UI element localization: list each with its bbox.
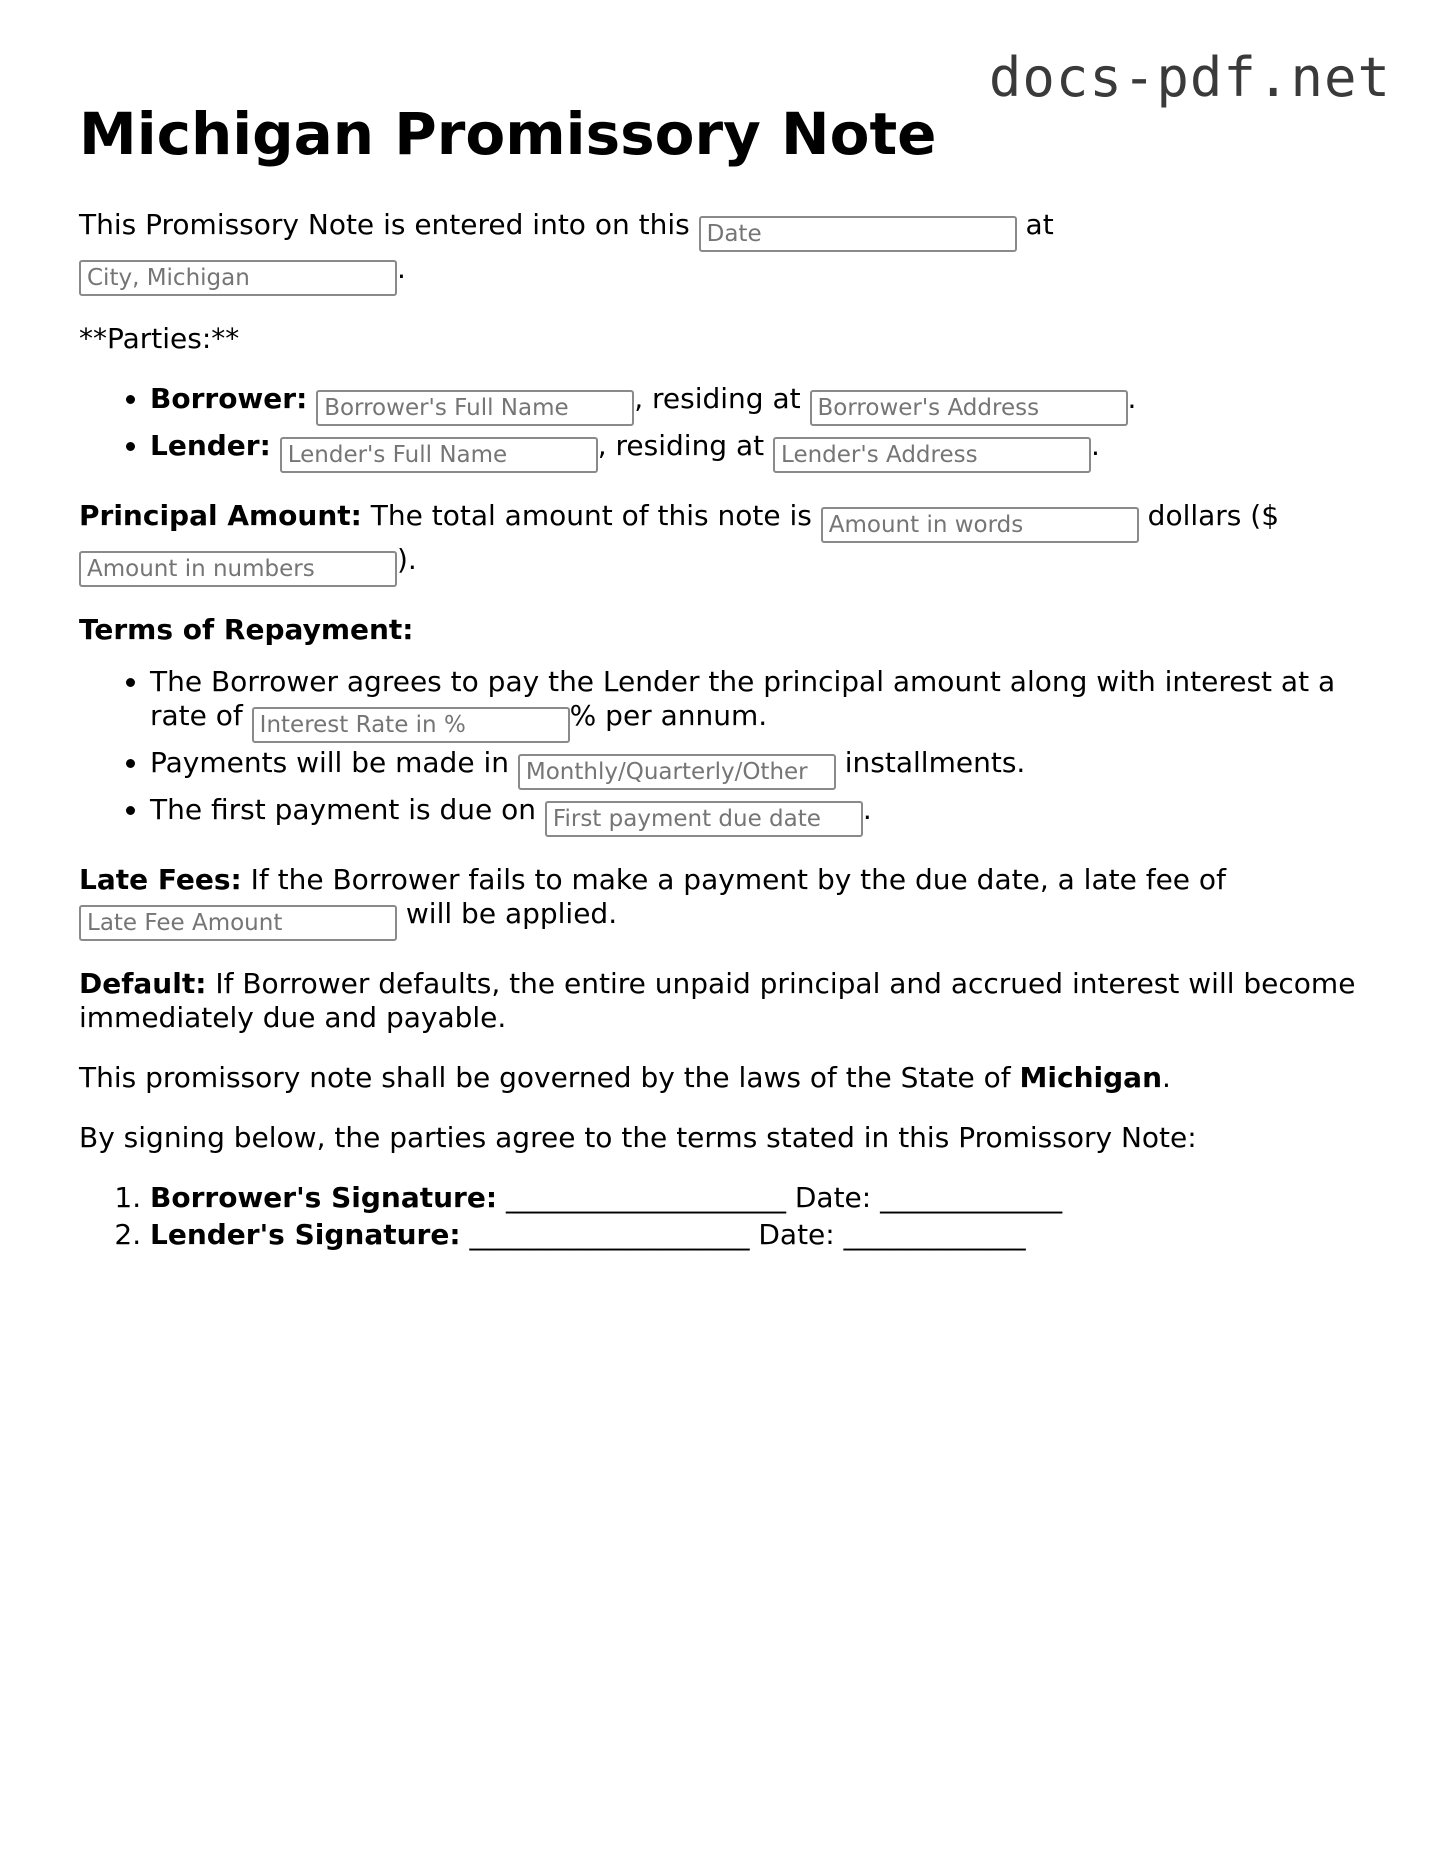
default-paragraph bbox=[79, 967, 1379, 1035]
list-item bbox=[150, 793, 1379, 837]
list-item bbox=[150, 1218, 1379, 1252]
page-title: Michigan Promissory Note bbox=[79, 100, 937, 168]
default-label: Default: bbox=[79, 967, 207, 1000]
governing-state: Michigan bbox=[1019, 1061, 1163, 1094]
default-text: If Borrower defaults, the entire unpaid principal and accrued interest will become immediately due and payable. bbox=[79, 967, 1356, 1034]
repayment-item1-text: The Borrower agrees to pay the Lender the principal amount along with interest at a rate of bbox=[150, 665, 1336, 732]
intro-text: This Promissory Note is entered into on this bbox=[79, 208, 690, 241]
lender-end: . bbox=[1091, 429, 1100, 462]
payment-frequency-input[interactable] bbox=[518, 754, 836, 790]
principal-end: ). bbox=[397, 543, 417, 576]
governing-end: . bbox=[1162, 1061, 1171, 1094]
interest-rate-input[interactable] bbox=[252, 707, 570, 743]
repayment-item1-end: % per annum. bbox=[569, 699, 768, 732]
watermark: docs-pdf.net bbox=[988, 46, 1391, 109]
amount-words-input[interactable] bbox=[821, 507, 1139, 543]
document-body bbox=[79, 100, 1379, 1278]
repayment-item2-end: installments. bbox=[844, 746, 1026, 779]
intro-at: at bbox=[1025, 208, 1054, 241]
borrower-name-input[interactable] bbox=[316, 390, 634, 426]
list-item bbox=[150, 382, 1379, 426]
repayment-list bbox=[79, 665, 1379, 837]
late-fees-paragraph bbox=[79, 863, 1379, 941]
date-input[interactable] bbox=[699, 216, 1017, 252]
borrower-signature-label: Borrower's Signature: bbox=[150, 1181, 498, 1214]
principal-label: Principal Amount: bbox=[79, 499, 362, 532]
city-input[interactable] bbox=[79, 260, 397, 296]
repayment-heading-text: Terms of Repayment: bbox=[79, 613, 414, 646]
lender-signature-label: Lender's Signature: bbox=[150, 1218, 461, 1251]
borrower-address-input[interactable] bbox=[810, 390, 1128, 426]
amount-numbers-input[interactable] bbox=[79, 551, 397, 587]
lender-signature-line: ____________________ Date: _____________ bbox=[469, 1218, 1026, 1251]
intro-end: . bbox=[397, 252, 406, 285]
borrower-signature-line: ____________________ Date: _____________ bbox=[505, 1181, 1063, 1214]
borrower-end: . bbox=[1127, 382, 1137, 415]
late-fees-end: will be applied. bbox=[405, 897, 618, 930]
lender-name-input[interactable] bbox=[280, 437, 598, 473]
list-item bbox=[150, 665, 1379, 743]
borrower-residing: , residing at bbox=[634, 382, 801, 415]
lender-address-input[interactable] bbox=[773, 437, 1091, 473]
signature-list bbox=[79, 1181, 1379, 1252]
intro-paragraph bbox=[79, 208, 1379, 296]
parties-heading: **Parties:** bbox=[79, 322, 240, 355]
parties-list bbox=[79, 382, 1379, 473]
lender-residing: , residing at bbox=[597, 429, 765, 462]
repayment-heading bbox=[79, 613, 1379, 647]
principal-dollars: dollars ($ bbox=[1147, 499, 1280, 532]
list-item bbox=[150, 1181, 1379, 1215]
principal-text: The total amount of this note is bbox=[370, 499, 812, 532]
late-fees-label: Late Fees: bbox=[79, 863, 242, 896]
repayment-item3-text: The first payment is due on bbox=[150, 793, 537, 826]
borrower-label: Borrower: bbox=[150, 382, 308, 415]
lender-label: Lender: bbox=[150, 429, 271, 462]
governing-paragraph bbox=[79, 1061, 1379, 1095]
principal-paragraph bbox=[79, 499, 1379, 587]
repayment-item3-end: . bbox=[862, 793, 872, 826]
repayment-item2-text: Payments will be made in bbox=[150, 746, 509, 779]
list-item bbox=[150, 746, 1379, 790]
signing-intro: By signing below, the parties agree to the terms stated in this Promissory Note: bbox=[79, 1121, 1197, 1154]
list-item bbox=[150, 429, 1379, 473]
first-payment-date-input[interactable] bbox=[545, 801, 863, 837]
late-fee-amount-input[interactable] bbox=[79, 905, 397, 941]
governing-text: This promissory note shall be governed by the laws of the State of bbox=[79, 1061, 1011, 1094]
late-fees-text: If the Borrower fails to make a payment by the due date, a late fee of bbox=[250, 863, 1226, 896]
